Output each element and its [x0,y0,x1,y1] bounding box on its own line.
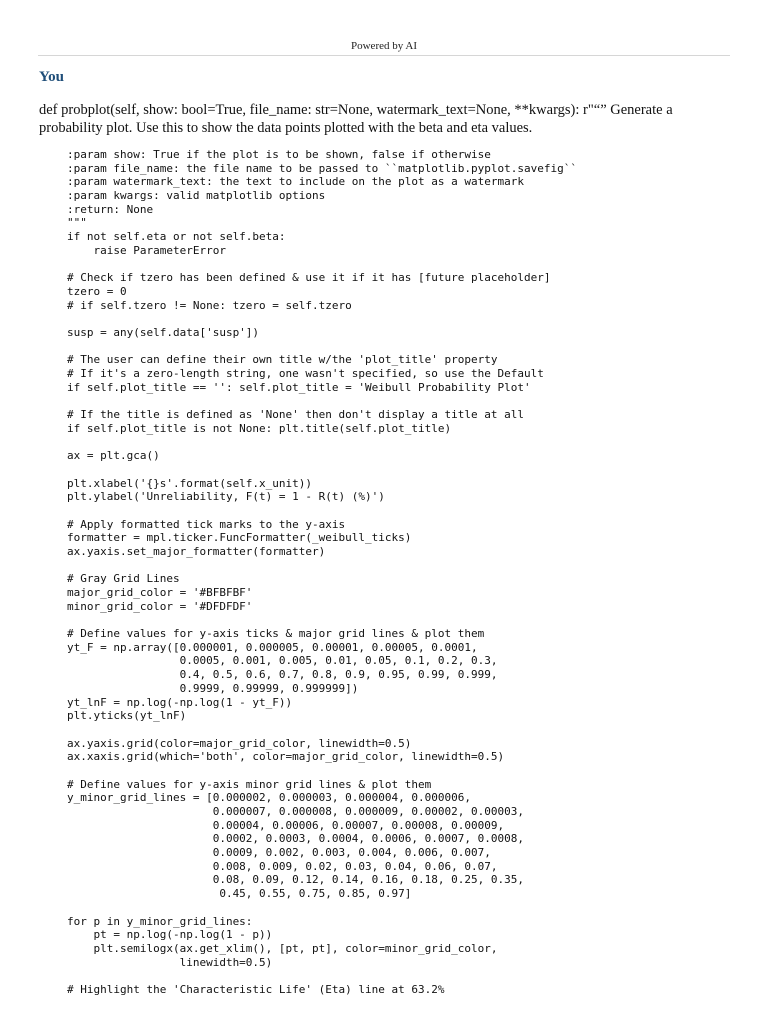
code-line [67,764,747,778]
header-divider [38,55,730,56]
code-line [67,312,747,326]
code-line: # Define values for y-axis ticks & major grid lines & plot them [67,627,485,641]
code-line: 0.0005, 0.001, 0.005, 0.01, 0.05, 0.1, 0.2, 0.3, [67,654,498,668]
code-line: 0.9999, 0.99999, 0.999999]) [67,681,359,695]
code-line: 0.4, 0.5, 0.6, 0.7, 0.8, 0.9, 0.95, 0.99, 0.999, [67,668,498,682]
code-line: :param file_name: the file name to be passed to ``matplotlib.pyplot.savefig`` [67,161,577,175]
code-line: ax.yaxis.grid(color=major_grid_color, linewidth=0.5) [67,736,412,750]
message-intro-text: def probplot(self, show: bool=True, file_name: str=None, watermark_text=None, **kwargs): r"“” Generate a probability plot. Use this to show the data points plotted with the beta and eta values. [39,102,673,136]
code-line: raise ParameterError [67,243,226,257]
page-header: Powered by AI [351,40,417,52]
code-line [67,394,747,408]
code-line: ax.xaxis.grid(which='both', color=major_grid_color, linewidth=0.5) [67,750,505,764]
code-line: # Check if tzero has been defined & use it if it has [future placeholder] [67,271,551,285]
code-line: plt.xlabel('{}s'.format(self.x_unit)) [67,476,313,490]
code-line: # If it's a zero-length string, one wasn't specified, so use the Default [67,367,544,380]
code-line: ax = plt.gca() [67,449,160,463]
code-line: 0.0009, 0.002, 0.003, 0.004, 0.006, 0.007, [67,846,491,860]
code-line: tzero = 0 [67,284,127,298]
code-line: plt.semilogx(ax.get_xlim(), [pt, pt], color=minor_grid_color, [67,941,498,955]
code-block [67,148,747,997]
code-line: yt_lnF = np.log(-np.log(1 - yt_F)) [67,695,293,709]
code-line: # The user can define their own title w/the 'plot_title' property [67,353,498,367]
code-line: # Gray Grid Lines [67,572,180,586]
code-line: yt_F = np.array([0.000001, 0.000005, 0.00001, 0.00005, 0.0001, [67,640,478,654]
code-line [67,435,747,449]
code-line [67,258,747,272]
code-line [67,723,747,737]
code-line: # if self.tzero != None: tzero = self.tzero [67,298,352,312]
code-line [67,559,747,573]
code-line [67,504,747,518]
code-line [67,463,747,477]
code-line [67,969,747,983]
code-line: 0.45, 0.55, 0.75, 0.85, 0.97] [67,887,412,901]
code-line: minor_grid_color = '#DFDFDF' [67,599,253,613]
code-line: 0.008, 0.009, 0.02, 0.03, 0.04, 0.06, 0.07, [67,859,498,873]
code-line: y_minor_grid_lines = [0.000002, 0.000003, 0.000004, 0.000006, [67,791,471,805]
code-line [67,901,747,915]
code-line: # Define values for y-axis minor grid lines & plot them [67,777,432,791]
code-line: 0.000007, 0.000008, 0.000009, 0.00002, 0.00003, [67,805,524,818]
code-line: :param watermark_text: the text to include on the plot as a watermark [67,175,524,189]
code-line: # Apply formatted tick marks to the y-axis [67,517,346,531]
code-line: for p in y_minor_grid_lines: [67,914,253,928]
code-line: ax.yaxis.set_major_formatter(formatter) [67,544,326,558]
code-line: formatter = mpl.ticker.FuncFormatter(_weibull_ticks) [67,531,412,545]
code-line: 0.08, 0.09, 0.12, 0.14, 0.16, 0.18, 0.25, 0.35, [67,873,524,887]
code-line: if not self.eta or not self.beta: [67,230,286,244]
code-line [67,340,747,354]
code-line: plt.yticks(yt_lnF) [67,709,187,723]
code-line [67,613,747,627]
code-line: :param show: True if the plot is to be shown, false if otherwise [67,148,491,161]
code-line: 0.00004, 0.00006, 0.00007, 0.00008, 0.00009, [67,818,505,832]
code-line: :param kwargs: valid matplotlib options [67,189,326,203]
code-line: susp = any(self.data['susp']) [67,325,260,339]
code-line: plt.ylabel('Unreliability, F(t) = 1 - R(t) (%)') [67,490,385,504]
code-line: pt = np.log(-np.log(1 - p)) [67,928,273,942]
code-line: major_grid_color = '#BFBFBF' [67,586,253,599]
code-line: if self.plot_title == '': self.plot_title = 'Weibull Probability Plot' [67,380,531,394]
code-line: if self.plot_title is not None: plt.title(self.plot_title) [67,421,452,435]
code-line: # Highlight the 'Characteristic Life' (Eta) line at 63.2% [67,982,445,996]
code-line: """ [67,216,87,230]
code-line: :return: None [67,202,154,216]
code-line: # If the title is defined as 'None' then don't display a title at all [67,408,524,422]
code-line: linewidth=0.5) [67,955,273,969]
speaker-label: You [39,69,65,85]
code-line: 0.0002, 0.0003, 0.0004, 0.0006, 0.0007, 0.0008, [67,832,524,846]
